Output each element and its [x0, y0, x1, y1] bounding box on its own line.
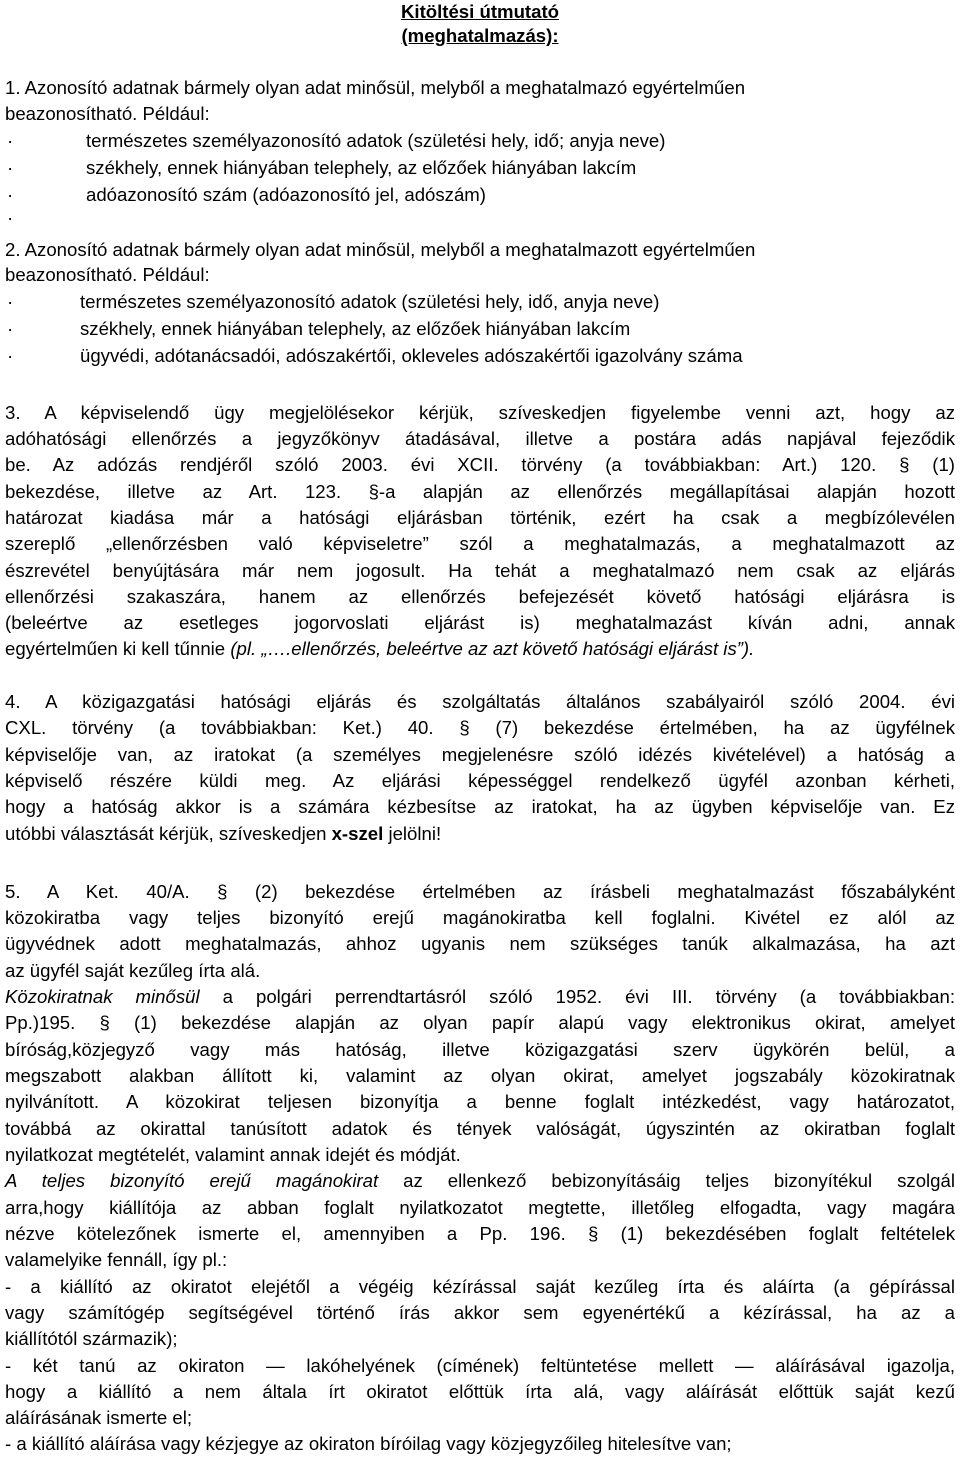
section2-intro-line-1: 2. Azonosító adatnak bármely olyan adat minősül, melyből a meghatalmazott egyértelműen [5, 239, 756, 260]
section3-last-text: egyértelműen ki kell tűnnie [5, 638, 231, 659]
section3-line: adóhatósági ellenőrzés a jegyzőkönyv átadásával, illetve a postára adás napjával fejeződik [5, 428, 955, 449]
title-line-2: (meghatalmazás): [401, 25, 559, 46]
kozokirat-definition-line [5, 985, 955, 1009]
section4-line: CXL. törvény (a továbbiakban: Ket.) 40. § (7) bekezdése értelmében, ha az ügyfélnek [5, 717, 955, 738]
kozokirat-line: bíróság,közjegyző vagy más hatóság, illetve közigazgatási szerv ügykörén belül, a [5, 1039, 955, 1060]
bullet-dot: · [7, 207, 14, 228]
section1-bullet-text: adóazonosító szám (adóazonosító jel, adószám) [86, 184, 486, 205]
maganokirat-rest: az ellenkező bebizonyításáig teljes bizonyítékul szolgál [378, 1170, 955, 1191]
page-title [0, 0, 960, 48]
section3-line: 3. A képviselendő ügy megjelölésekor kérjük, szíveskedjen figyelembe venni azt, hogy az [5, 402, 955, 423]
bullet-dot: · [7, 157, 14, 178]
section3-example: (pl. „….ellenőrzés, beleértve az azt követő hatósági eljárást is”). [230, 638, 755, 659]
condition-line: - két tanú az okiraton — lakóhelyének (címének) feltüntetése mellett — aláírásával igazolja, [5, 1355, 955, 1376]
maganokirat-definition-line [5, 1169, 955, 1193]
section2-bullet-text: székhely, ennek hiányában telephely, az előzőek hiányában lakcím [80, 318, 631, 339]
condition-line: hogy a kiállító a nem általa írt okiratot előttük írta alá, vagy aláírását előttük saját kezű [5, 1381, 955, 1402]
section1-intro-line-2: beazonosítható. Például: [5, 103, 210, 124]
kozokirat-line: Pp.)195. § (1) bekezdése alapján az olyan papír alapú vagy elektronikus okirat, amelyet [5, 1012, 955, 1033]
kozokirat-line: továbbá az okirattal tanúsított adatok és tények valóságát, úgyszintén az okiratban foglalt [5, 1118, 955, 1139]
kozokirat-term: Közokiratnak minősül [5, 986, 200, 1007]
bullet-dot: · [7, 291, 14, 312]
maganokirat-line: arra,hogy kiállítója az abban foglalt nyilatkozatot megtette, illetőleg elfogadta, vagy magára [5, 1197, 955, 1218]
section3-line: (beleértve az esetleges jogorvoslati eljárást is) meghatalmazást kíván adni, annak [5, 612, 955, 633]
section3-last-line [5, 637, 955, 661]
kozokirat-line: nyilvánított. A közokirat teljesen bizonyítja a benne foglalt intézkedést, vagy határozatot, [5, 1091, 955, 1112]
section3-line: határozat kiadása már a hatósági eljárásban történik, ezért ha csak a megbízólevélen [5, 507, 955, 528]
section4-line: 4. A közigazgatási hatósági eljárás és szolgáltatás általános szabályairól szóló 2004. évi [5, 691, 955, 712]
bullet-dot: · [7, 184, 14, 205]
maganokirat-line: nézve kötelezőnek ismerte el, amennyiben a Pp. 196. § (1) bekezdésében foglalt feltételek [5, 1223, 955, 1244]
section5-line: ügyvédnek adott meghatalmazás, ahhoz ugyanis nem szükséges tanúk alkalmazása, ha azt [5, 933, 955, 954]
section1-bullet-text: székhely, ennek hiányában telephely, az előzőek hiányában lakcím [86, 157, 637, 178]
section4-last-suffix: jelölni! [383, 823, 442, 844]
section3-line: ellenőrzési szakaszára, hanem az ellenőrzés befejezését követő hatósági eljárásra is [5, 586, 955, 607]
condition-last-line: kiállítótól származik); [5, 1328, 178, 1349]
condition-last-line: - a kiállító aláírása vagy kézjegye az okiraton bíróilag vagy közjegyzőileg hitelesítve van; [5, 1433, 732, 1454]
section1-intro-line-1: 1. Azonosító adatnak bármely olyan adat minősül, melyből a meghatalmazó egyértelműen [5, 77, 746, 98]
section4-emphasis: x-szel [331, 823, 384, 844]
kozokirat-line: megszabott alakban állított ki, valamint az olyan okirat, amelyet jogszabály közokiratnak [5, 1065, 955, 1086]
section3-line: bekezdése, illetve az Art. 123. §-a alapján az ellenőrzés megállapításai alapján hozott [5, 481, 955, 502]
section4-line: hogy a hatóság akkor is a számára kézbesítse az iratokat, ha az ügyben képviselője van. Ez [5, 796, 955, 817]
section4-line: képviselő részére küldi meg. Az eljárási képességgel rendelkező ügyfél azonban kérheti, [5, 770, 955, 791]
bullet-dot: · [7, 130, 14, 151]
section3-line: be. Az adózás rendjéről szóló 2003. évi XCII. törvény (a továbbiakban: Art.) 120. § (1) [5, 454, 955, 475]
title-line-1: Kitöltési útmutató [400, 1, 560, 22]
section1-bullet-text: természetes személyazonosító adatok (születési hely, idő; anyja neve) [86, 130, 666, 151]
kozokirat-rest: a polgári perrendtartásról szóló 1952. évi III. törvény (a továbbiakban: [199, 986, 955, 1007]
maganokirat-term: A teljes bizonyító erejű magánokirat [5, 1170, 379, 1191]
section3-line: észrevétel benyújtására már nem jogosult. Ha tehát a meghatalmazó nem csak az eljárás [5, 560, 955, 581]
kozokirat-last-line: nyilatkozat megtételét, valamint annak idejét és módját. [5, 1144, 461, 1165]
section3-line: szereplő „ellenőrzésben való képviseletre” szól a meghatalmazás, a meghatalmazott az [5, 533, 955, 554]
bullet-dot: · [7, 318, 14, 339]
section5-line: közokiratba vagy teljes bizonyító erejű magánokiratba kell foglalni. Kivétel ez alól az [5, 907, 955, 928]
condition-line: - a kiállító az okiratot elejétől a végéig kézírással saját kezűleg írta és aláírta (a gépírással [5, 1276, 955, 1297]
section5-line: 5. A Ket. 40/A. § (2) bekezdése értelmében az írásbeli meghatalmazást főszabályként [5, 881, 955, 902]
section2-intro-line-2: beazonosítható. Például: [5, 264, 210, 285]
condition-last-line: aláírásának ismerte el; [5, 1407, 193, 1428]
section4-last-line [5, 822, 955, 846]
section5-last-line: az ügyfél saját kezűleg írta alá. [5, 960, 261, 981]
bullet-dot: · [7, 345, 14, 366]
section2-bullet-text: ügyvédi, adótanácsadói, adószakértői, okleveles adószakértői igazolvány száma [80, 345, 743, 366]
section2-bullet-text: természetes személyazonosító adatok (születési hely, idő, anyja neve) [80, 291, 660, 312]
condition-line: vagy számítógép segítségével történő írás akkor sem egyenértékű a kézírással, ha az a [5, 1302, 955, 1323]
section4-last-prefix: utóbbi választását kérjük, szíveskedjen [5, 823, 332, 844]
section4-line: képviselője van, az iratokat (a személyes megjelenésre szóló idézés kivételével) a hatóság a [5, 744, 955, 765]
maganokirat-last-line: valamelyike fennáll, így pl.: [5, 1249, 228, 1270]
